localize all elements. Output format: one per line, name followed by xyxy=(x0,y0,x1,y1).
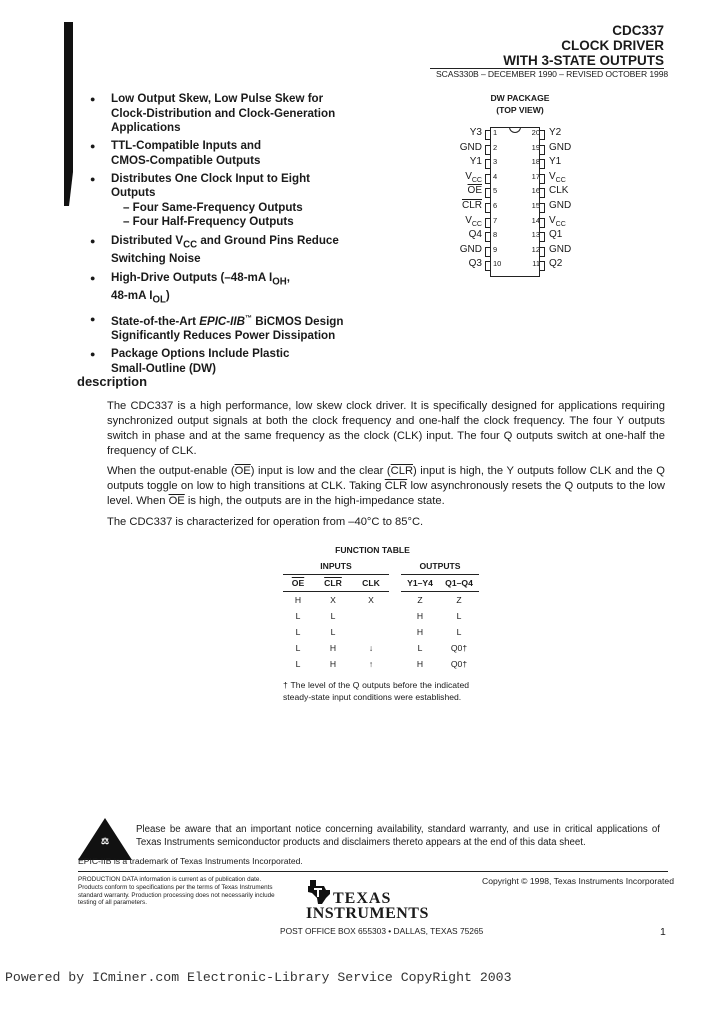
texas-instruments-logo-icon xyxy=(306,878,332,906)
feature-text: , xyxy=(286,270,290,284)
pin-lead xyxy=(539,203,545,213)
pin-name-text: V xyxy=(549,214,556,226)
pin-lead xyxy=(539,130,545,140)
part-number: CDC337 xyxy=(612,23,664,38)
feature-item xyxy=(90,271,390,309)
package-name: DW PACKAGE xyxy=(490,93,550,103)
pin-name xyxy=(549,243,609,258)
pin-name-text: GND xyxy=(549,200,572,211)
table-row xyxy=(283,608,479,624)
pin-number: 11 xyxy=(532,259,540,269)
trademark-note: EPIC-IIB is a trademark of Texas Instruments Incorporated. xyxy=(78,856,303,866)
text: is high, the outputs are in the high-impedance state. xyxy=(184,495,445,507)
pin-name-text: V xyxy=(549,170,556,182)
header-text: $\overline{CLR}$ xyxy=(324,578,342,588)
pin-name-subscript: CC xyxy=(555,220,566,228)
column-gap xyxy=(389,656,401,672)
table-cell: Q0† xyxy=(450,643,468,653)
feature-subitem: – Four Same-Frequency Outputs xyxy=(123,200,303,214)
feature-text: Outputs xyxy=(111,186,156,200)
pin-number: 19 xyxy=(531,142,540,152)
table-cell: L xyxy=(417,643,423,653)
header-q: Q1–Q4 xyxy=(439,575,479,592)
table-cell: Z xyxy=(456,595,462,605)
table-cell: H xyxy=(416,611,424,621)
table-cell: H xyxy=(416,627,424,637)
logo-text-instruments: INSTRUMENTS xyxy=(306,905,429,922)
pin-number: 9 xyxy=(493,244,498,254)
pin-name-text: GND xyxy=(459,141,482,153)
table-row xyxy=(283,592,479,609)
pin-number: 12 xyxy=(531,244,540,254)
pin-name-text: Q3 xyxy=(468,258,482,270)
table-row xyxy=(283,640,479,656)
sidebar-bar xyxy=(64,22,73,172)
pin-name-text: CLK xyxy=(549,185,569,197)
header-oe xyxy=(283,575,313,592)
pin-name-text: $\overline{CLR}$ xyxy=(461,200,482,211)
pin-name-text: GND xyxy=(549,141,572,153)
description-paragraph-2 xyxy=(107,464,665,509)
pin-name xyxy=(549,155,609,170)
feature-item xyxy=(90,92,390,136)
pin-lead xyxy=(539,218,545,228)
signal-clr: $\overline{CLR}$ xyxy=(384,480,408,492)
column-gap xyxy=(389,575,401,592)
description-heading: description xyxy=(77,374,148,389)
table-cell: L xyxy=(456,627,462,637)
header-clk: CLK xyxy=(353,575,389,592)
feature-item xyxy=(90,139,390,168)
header-y: Y1–Y4 xyxy=(401,575,439,592)
pin-name-subscript: CC xyxy=(471,176,482,184)
feature-text: Applications xyxy=(111,121,181,134)
pin-lead xyxy=(485,130,491,140)
column-gap xyxy=(389,592,401,609)
feature-text: 48-mA I xyxy=(111,289,153,303)
signal-oe: $\overline{OE}$ xyxy=(168,495,185,507)
description-paragraph-3: The CDC337 is characterized for operation from –40°C to 85°C. xyxy=(107,516,424,528)
feature-text: BiCMOS Design xyxy=(251,314,344,328)
table-cell: X xyxy=(368,595,374,605)
feature-text: Small-Outline (DW) xyxy=(111,361,216,375)
subscript: CC xyxy=(183,238,198,250)
pin-lead xyxy=(485,203,491,213)
pin-name xyxy=(549,199,609,214)
feature-text: State-of-the-Art xyxy=(111,314,200,328)
table-cell: L xyxy=(295,659,301,669)
pin-number: 4 xyxy=(493,171,498,181)
feature-text: Low Output Skew, Low Pulse Skew for xyxy=(111,92,324,105)
signal-clr: $\overline{CLR}$ xyxy=(390,465,414,477)
text: low asynchronously resets the Q outputs to the low level. When xyxy=(107,480,665,507)
function-table-body xyxy=(283,592,479,673)
feature-text: Distributes One Clock Input to Eight xyxy=(111,171,311,185)
feature-text: TTL-Compatible Inputs and xyxy=(111,139,262,153)
pin-lead xyxy=(485,232,491,242)
pin-number: 5 xyxy=(493,186,498,196)
pin-name xyxy=(549,141,609,156)
table-cell: Q0† xyxy=(450,659,468,669)
table-cell: L xyxy=(456,611,462,621)
pin-name xyxy=(444,126,482,141)
pin-lead xyxy=(539,188,545,198)
pin-name-text: GND xyxy=(459,243,482,255)
pin-number: 15 xyxy=(531,201,540,210)
outputs-group-header: OUTPUTS xyxy=(401,558,479,575)
feature-text: ) xyxy=(165,289,170,303)
pin-name-text: Q2 xyxy=(549,258,563,270)
pin-number: 18 xyxy=(531,157,540,167)
table-cell: Z xyxy=(417,595,423,605)
pin-lead xyxy=(485,145,491,155)
pin-lead xyxy=(485,188,491,198)
pin-number: 2 xyxy=(493,142,498,152)
pin-lead xyxy=(539,232,545,242)
pin-name xyxy=(444,184,482,199)
pin-number: 10 xyxy=(493,259,502,269)
pin-name-text: Y1 xyxy=(469,156,482,168)
table-row xyxy=(283,624,479,640)
pin-name-text: Y2 xyxy=(549,127,562,138)
pin-name-text: $\overline{OE}$ xyxy=(467,185,482,197)
pin-lead xyxy=(485,174,491,184)
text: ) input is high, the Y outputs follow CLK and the Q outputs toggle on low to high transitions at CLK. Taking xyxy=(107,465,665,492)
table-cell xyxy=(353,624,389,640)
pin-lead xyxy=(539,247,545,257)
pin-name xyxy=(444,155,482,170)
watermark-footer: Powered by ICminer.com Electronic-Library Service CopyRight 2003 xyxy=(5,970,512,985)
header-text: $\overline{OE}$ xyxy=(291,578,305,588)
feature-item xyxy=(90,347,390,376)
header-clr xyxy=(313,575,353,592)
feature-item xyxy=(90,312,390,344)
pin-number: 7 xyxy=(493,215,498,225)
pin-name-text: GND xyxy=(549,243,572,255)
pin-name-subscript: CC xyxy=(471,220,482,228)
production-data-note: PRODUCTION DATA information is current as of publication date. Products conform to specifications per the terms of Texas Instruments standard warranty. Production processing does not necessarily include testing of all parameters. xyxy=(78,876,275,907)
description-paragraph-1: The CDC337 is a high performance, low skew clock driver. It is specifically designed for applications requiring synchronized output signals at both the clock frequency and one-half the clock frequency. The four Y outputs switch in phase and at the same frequency as the clock (CLK) input. The four Q outputs switch at one-half the frequency of CLK. xyxy=(107,400,665,457)
pin-lead xyxy=(485,247,491,257)
table-cell: L xyxy=(295,611,301,621)
feature-item xyxy=(90,172,390,230)
pin-name-text: Q4 xyxy=(468,229,482,241)
pin-number: 1 xyxy=(493,128,498,137)
pin-name xyxy=(549,184,609,199)
title-line-2: WITH 3-STATE OUTPUTS xyxy=(503,53,664,68)
table-cell: L xyxy=(330,627,336,637)
pin-lead xyxy=(485,218,491,228)
table-cell: ↑ xyxy=(368,659,374,669)
feature-item xyxy=(90,234,390,267)
page-number: 1 xyxy=(660,926,666,938)
column-gap xyxy=(389,624,401,640)
package-title xyxy=(470,92,570,116)
footer-rule xyxy=(78,871,668,872)
pin-number: 3 xyxy=(493,157,498,167)
pin-number: 17 xyxy=(531,171,540,181)
important-notice: Please be aware that an important notice concerning availability, standard warranty, and use in critical applications of Texas Instruments semiconductor products and disclaimers thereto appears at the end of this data sheet. xyxy=(136,824,660,848)
pin-name xyxy=(444,228,482,243)
sidebar-bar-tip xyxy=(64,172,73,206)
table-cell xyxy=(353,608,389,624)
pin-name xyxy=(444,243,482,258)
pin-name xyxy=(444,199,482,214)
pin-name xyxy=(444,141,482,156)
logo-text-texas: TEXAS xyxy=(333,890,392,907)
pin-name-text: Y3 xyxy=(469,127,482,138)
title-line-1: CLOCK DRIVER xyxy=(561,38,664,53)
package-view: (TOP VIEW) xyxy=(496,105,544,115)
mailing-address: POST OFFICE BOX 655303 • DALLAS, TEXAS 75265 xyxy=(280,926,484,936)
table-cell: ↓ xyxy=(368,643,374,653)
subscript: OL xyxy=(152,294,166,306)
signal-oe: $\overline{OE}$ xyxy=(234,465,251,477)
table-cell: H xyxy=(329,659,337,669)
pin-lead xyxy=(485,159,491,169)
pin-number: 13 xyxy=(531,230,540,240)
subscript: OH xyxy=(272,275,287,287)
feature-text: Package Options Include Plastic xyxy=(111,347,290,361)
feature-text: Significantly Reduces Power Dissipation xyxy=(111,329,336,343)
pin-name xyxy=(549,257,609,272)
pin-name-text: V xyxy=(465,214,472,226)
pin-name xyxy=(549,228,609,243)
pin-lead xyxy=(539,261,545,271)
pin-name xyxy=(444,257,482,272)
table-cell: X xyxy=(330,595,336,605)
feature-text: CMOS-Compatible Outputs xyxy=(111,153,261,167)
pin-number: 16 xyxy=(531,186,540,196)
pin-name-text: Q1 xyxy=(549,229,563,241)
feature-text: High-Drive Outputs (–48-mA I xyxy=(111,270,273,284)
scales-icon: ⚖ xyxy=(100,836,110,846)
feature-text: Clock-Distribution and Clock-Generation xyxy=(111,106,336,120)
pin-number: 14 xyxy=(531,215,540,225)
feature-text: and Ground Pins Reduce xyxy=(197,233,339,247)
pin-number: 6 xyxy=(493,201,498,210)
text: ) input is low and the clear ( xyxy=(250,465,391,477)
table-cell: H xyxy=(294,595,302,605)
text: When the output-enable ( xyxy=(107,465,235,477)
column-gap xyxy=(389,558,401,575)
table-row xyxy=(283,656,479,672)
pin-lead xyxy=(485,261,491,271)
pin-name-text: Y1 xyxy=(549,156,562,168)
function-table-title: FUNCTION TABLE xyxy=(335,545,410,555)
table-cell: H xyxy=(329,643,337,653)
table-cell: L xyxy=(295,643,301,653)
feature-subitem: – Four Half-Frequency Outputs xyxy=(123,215,294,229)
copyright: Copyright © 1998, Texas Instruments Incorporated xyxy=(482,876,674,886)
function-table xyxy=(283,558,479,672)
document-number: SCAS330B – DECEMBER 1990 – REVISED OCTOBER 1998 xyxy=(436,69,669,79)
table-cell: L xyxy=(330,611,336,621)
pin-number: 20 xyxy=(531,128,540,137)
column-gap xyxy=(389,640,401,656)
pin-lead xyxy=(539,159,545,169)
function-table-footnote: † The level of the Q outputs before the indicated steady-state input conditions were established. xyxy=(283,680,469,702)
pin-number: 8 xyxy=(493,230,498,240)
trademark-symbol: ™ xyxy=(244,314,252,322)
table-cell: H xyxy=(416,659,424,669)
table-cell: L xyxy=(295,627,301,637)
pin-name-text: V xyxy=(465,170,472,182)
inputs-group-header: INPUTS xyxy=(283,558,389,575)
pin-name xyxy=(549,126,609,141)
pin-lead xyxy=(539,174,545,184)
feature-text: Distributed V xyxy=(111,233,184,247)
pin-lead xyxy=(539,145,545,155)
pin-name-subscript: CC xyxy=(555,176,566,184)
feature-text: Switching Noise xyxy=(111,252,201,266)
feature-list xyxy=(90,92,390,380)
feature-emphasis: EPIC-IIB xyxy=(199,314,245,328)
column-gap xyxy=(389,608,401,624)
